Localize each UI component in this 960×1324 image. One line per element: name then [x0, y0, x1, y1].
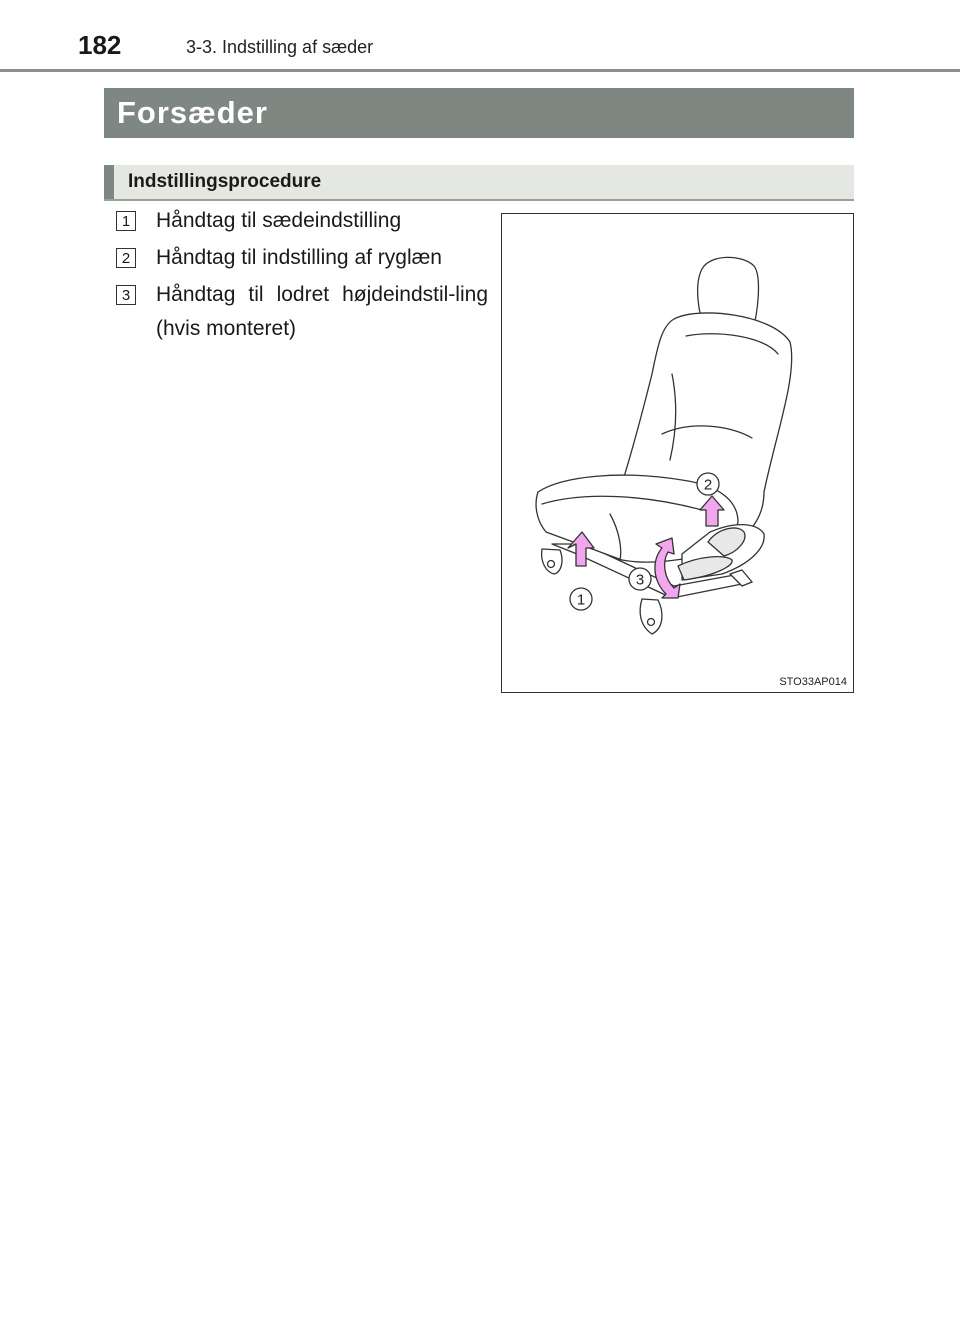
- item-number-badge: 2: [116, 248, 136, 268]
- section-banner: [104, 88, 854, 138]
- header-rule: [0, 69, 960, 72]
- callout-label: 1: [576, 591, 586, 609]
- list-item: [116, 241, 488, 275]
- callout-label: 2: [703, 476, 713, 494]
- item-number-badge: 3: [116, 285, 136, 305]
- subsection-banner: [104, 165, 854, 201]
- list-item: [116, 204, 488, 238]
- list-item: [116, 278, 488, 346]
- item-text: Håndtag til lodret højdeindstil-ling (hvis monteret): [156, 283, 488, 340]
- item-number-badge: 1: [116, 211, 136, 231]
- running-header: 3-3. Indstilling af sæder: [186, 37, 374, 57]
- seat-figure: [501, 213, 854, 693]
- page-number: 182: [78, 30, 122, 60]
- callout-label: 3: [635, 571, 645, 589]
- section-title: Forsæder: [117, 95, 268, 130]
- item-text: Håndtag til indstilling af ryglæn: [156, 246, 442, 269]
- item-text: Håndtag til sædeindstilling: [156, 209, 402, 232]
- seat-foot-rear: [640, 599, 662, 634]
- figure-code: STO33AP014: [779, 676, 847, 688]
- subsection-bar: [104, 165, 114, 199]
- car-seat-illustration-icon: [502, 214, 853, 692]
- subsection-title: Indstillingsprocedure: [128, 171, 322, 192]
